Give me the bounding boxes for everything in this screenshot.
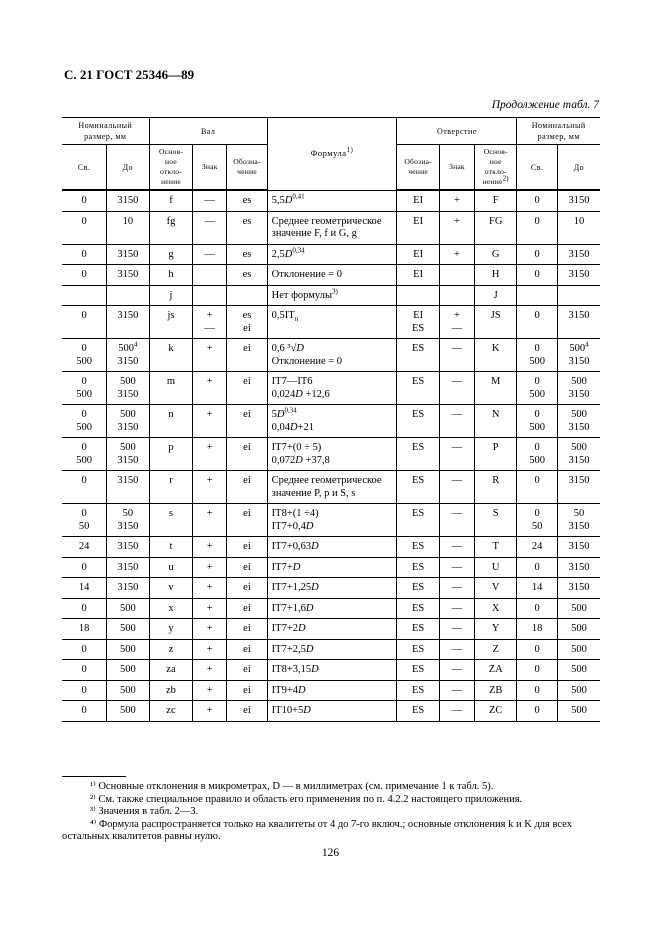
cell-shaft-sign: —	[193, 244, 227, 265]
cell-shaft-designation: es	[227, 244, 267, 265]
th-sign: Знак	[193, 145, 227, 191]
cell-over: 14	[62, 578, 107, 599]
cell-hole-deviation: ZA	[474, 660, 517, 681]
cell-shaft-designation: ei	[227, 504, 267, 537]
cell-over-right: 0	[517, 557, 557, 578]
cell-shaft-sign: +	[193, 471, 227, 504]
cell-shaft-sign: +	[193, 438, 227, 471]
cell-shaft-designation: ei	[227, 578, 267, 599]
cell-shaft-sign: +	[193, 537, 227, 558]
cell-to-right: 500	[557, 639, 600, 660]
cell-over	[62, 285, 107, 306]
cell-shaft-designation: ei	[227, 680, 267, 701]
cell-shaft-deviation: x	[149, 598, 193, 619]
cell-hole-deviation: T	[474, 537, 517, 558]
cell-hole-sign	[439, 265, 474, 286]
table-row	[62, 471, 600, 504]
cell-hole-designation: ES	[397, 438, 440, 471]
cell-hole-sign: —	[439, 438, 474, 471]
cell-hole-deviation: U	[474, 557, 517, 578]
cell-to: $500^4$ 3150	[107, 339, 150, 372]
cell-hole-designation: ES	[397, 578, 440, 599]
cell-shaft-deviation: r	[149, 471, 193, 504]
cell-to: 3150	[107, 471, 150, 504]
cell-shaft-sign: +	[193, 619, 227, 640]
cell-over: 0	[62, 557, 107, 578]
cell-shaft-deviation: g	[149, 244, 193, 265]
cell-to: 3150	[107, 578, 150, 599]
page-number: 126	[321, 847, 340, 859]
cell-hole-designation: EI	[397, 244, 440, 265]
cell-to-right: 500	[557, 701, 600, 722]
cell-shaft-designation: ei	[227, 701, 267, 722]
cell-over: 0	[62, 701, 107, 722]
cell-formula: IT10+5D	[267, 701, 397, 722]
cell-hole-designation: ES	[397, 405, 440, 438]
cell-shaft-sign	[193, 265, 227, 286]
cell-hole-sign: —	[439, 504, 474, 537]
cell-hole-sign: —	[439, 619, 474, 640]
cell-hole-sign: —	[439, 557, 474, 578]
cell-formula: Среднее геометрическое значение P, p и S, s	[267, 471, 397, 504]
cell-over-right: 0 500	[517, 405, 557, 438]
th-hole-sign: Знак	[439, 145, 474, 191]
cell-hole-designation: ES	[397, 471, 440, 504]
th-hole-basic-deviation: Основ- ное откло- нение$^{2)}$	[474, 145, 517, 191]
cell-formula: 0,6 ³√D Отклонение = 0	[267, 339, 397, 372]
cell-to: 500	[107, 598, 150, 619]
cell-over-right: 0	[517, 306, 557, 339]
cell-hole-deviation: X	[474, 598, 517, 619]
cell-shaft-deviation: s	[149, 504, 193, 537]
footnote-4: ⁴⁾ Формула распространяется только на квалитеты от 4 до 7-го включ.; основные отклонения k и K для всех остальных квалитетов равны нулю.	[62, 818, 572, 842]
cell-hole-deviation: FG	[474, 211, 517, 244]
footnotes	[62, 781, 602, 844]
cell-shaft-deviation: z	[149, 639, 193, 660]
cell-shaft-deviation: n	[149, 405, 193, 438]
cell-hole-designation: EI	[397, 265, 440, 286]
cell-shaft-sign: +	[193, 339, 227, 372]
cell-shaft-designation: es ei	[227, 306, 267, 339]
cell-over-right: 24	[517, 537, 557, 558]
cell-over: 0 500	[62, 339, 107, 372]
table-row	[62, 557, 600, 578]
cell-to-right: 500 3150	[557, 405, 600, 438]
cell-hole-deviation: ZB	[474, 680, 517, 701]
cell-to-right: 3150	[557, 537, 600, 558]
cell-hole-deviation: V	[474, 578, 517, 599]
cell-formula: IT8+(1 ÷4) IT7+0,4D	[267, 504, 397, 537]
cell-shaft-designation: ei	[227, 438, 267, 471]
th-over-right: Св.	[517, 145, 557, 191]
cell-shaft-sign	[193, 285, 227, 306]
cell-over-right: 18	[517, 619, 557, 640]
table-row	[62, 660, 600, 681]
cell-shaft-deviation: f	[149, 190, 193, 211]
cell-shaft-deviation: zc	[149, 701, 193, 722]
cell-hole-designation: ES	[397, 660, 440, 681]
table-row	[62, 306, 600, 339]
cell-shaft-designation: ei	[227, 405, 267, 438]
cell-hole-sign: —	[439, 598, 474, 619]
cell-over: 0	[62, 660, 107, 681]
th-formula: Формула$^{1)}$	[267, 118, 397, 191]
cell-shaft-designation: ei	[227, 619, 267, 640]
cell-formula: IT7+(0 ÷ 5) 0,072D +37,8	[267, 438, 397, 471]
cell-to: 500	[107, 701, 150, 722]
table-row	[62, 578, 600, 599]
cell-to-right: 3150	[557, 578, 600, 599]
cell-shaft-deviation: p	[149, 438, 193, 471]
cell-hole-sign	[439, 285, 474, 306]
cell-shaft-sign: +	[193, 578, 227, 599]
cell-to-right: 3150	[557, 265, 600, 286]
th-nominal-size-right: Номинальный размер, мм	[517, 118, 600, 145]
cell-hole-deviation: Z	[474, 639, 517, 660]
cell-formula: IT7+0,63D	[267, 537, 397, 558]
cell-shaft-sign: +	[193, 405, 227, 438]
cell-shaft-sign: —	[193, 190, 227, 211]
th-nominal-size-left: Номинальный размер, мм	[62, 118, 149, 145]
cell-shaft-deviation: h	[149, 265, 193, 286]
cell-hole-sign: —	[439, 701, 474, 722]
cell-over: 0 500	[62, 372, 107, 405]
cell-to: 3150	[107, 244, 150, 265]
cell-hole-deviation: Y	[474, 619, 517, 640]
cell-shaft-designation: ei	[227, 660, 267, 681]
cell-shaft-designation: ei	[227, 339, 267, 372]
cell-hole-sign: —	[439, 578, 474, 599]
cell-over-right: 0	[517, 680, 557, 701]
cell-formula: $2,5D^{0,34}$	[267, 244, 397, 265]
cell-hole-deviation: ZC	[474, 701, 517, 722]
cell-over-right: 0	[517, 639, 557, 660]
cell-over: 0 500	[62, 405, 107, 438]
cell-formula: Нет формулы$^{3)}$	[267, 285, 397, 306]
table-row	[62, 190, 600, 211]
cell-over-right: 0 50	[517, 504, 557, 537]
cell-hole-deviation: G	[474, 244, 517, 265]
cell-over: 0	[62, 306, 107, 339]
cell-formula: IT7—IT6 0,024D +12,6	[267, 372, 397, 405]
table-row	[62, 537, 600, 558]
cell-to	[107, 285, 150, 306]
table-row	[62, 244, 600, 265]
cell-over-right: 0	[517, 701, 557, 722]
footnote-1: ¹⁾ Основные отклонения в микрометрах, D — в миллиметрах (см. примечание 1 к табл. 5).	[90, 781, 494, 792]
cell-to-right: 50 3150	[557, 504, 600, 537]
cell-formula: IT7+1,25D	[267, 578, 397, 599]
cell-over: 0	[62, 680, 107, 701]
cell-over: 0	[62, 211, 107, 244]
cell-hole-designation: ES	[397, 680, 440, 701]
cell-formula: $5,5D^{0,41}$	[267, 190, 397, 211]
table-row	[62, 619, 600, 640]
cell-over: 0	[62, 244, 107, 265]
cell-to-right: 3150	[557, 471, 600, 504]
cell-to: 500	[107, 619, 150, 640]
cell-shaft-sign: + —	[193, 306, 227, 339]
cell-to-right: 3150	[557, 557, 600, 578]
cell-shaft-designation: es	[227, 190, 267, 211]
table-row	[62, 372, 600, 405]
cell-hole-sign: + —	[439, 306, 474, 339]
cell-shaft-sign: +	[193, 372, 227, 405]
cell-hole-deviation: H	[474, 265, 517, 286]
cell-shaft-deviation: fg	[149, 211, 193, 244]
th-designation: Обозна- чение	[227, 145, 267, 191]
cell-hole-designation: EI	[397, 190, 440, 211]
cell-over-right: 0	[517, 265, 557, 286]
cell-over-right: 0	[517, 471, 557, 504]
footnote-3: ³⁾ Значения в табл. 2—3.	[90, 806, 199, 817]
cell-formula: IT7+D	[267, 557, 397, 578]
cell-hole-deviation: F	[474, 190, 517, 211]
cell-hole-deviation: R	[474, 471, 517, 504]
cell-over-right: 0 500	[517, 372, 557, 405]
cell-shaft-deviation: v	[149, 578, 193, 599]
cell-shaft-sign: +	[193, 701, 227, 722]
cell-over: 0	[62, 639, 107, 660]
table-row	[62, 339, 600, 372]
cell-to-right: 500	[557, 660, 600, 681]
cell-to-right: 3150	[557, 306, 600, 339]
cell-to: 500 3150	[107, 438, 150, 471]
cell-hole-deviation: M	[474, 372, 517, 405]
cell-hole-sign: +	[439, 211, 474, 244]
table-continuation-label: Продолжение табл. 7	[491, 99, 599, 111]
cell-hole-designation: EI	[397, 211, 440, 244]
cell-hole-deviation: N	[474, 405, 517, 438]
cell-shaft-deviation: t	[149, 537, 193, 558]
cell-formula: IT7+2,5D	[267, 639, 397, 660]
cell-over: 0 50	[62, 504, 107, 537]
cell-hole-deviation: S	[474, 504, 517, 537]
cell-shaft-designation: ei	[227, 557, 267, 578]
cell-hole-designation: ES	[397, 619, 440, 640]
cell-shaft-deviation: y	[149, 619, 193, 640]
cell-formula: $5D^{0,34}$ 0,04D+21	[267, 405, 397, 438]
cell-hole-sign: —	[439, 339, 474, 372]
table-row	[62, 701, 600, 722]
cell-shaft-deviation: za	[149, 660, 193, 681]
table-row	[62, 405, 600, 438]
cell-shaft-designation: es	[227, 211, 267, 244]
cell-to-right: 500 3150	[557, 438, 600, 471]
cell-to: 3150	[107, 190, 150, 211]
cell-to-right: 500	[557, 619, 600, 640]
cell-hole-deviation: K	[474, 339, 517, 372]
cell-shaft-designation: es	[227, 265, 267, 286]
cell-hole-sign: —	[439, 537, 474, 558]
cell-hole-deviation: JS	[474, 306, 517, 339]
th-shaft: Вал	[149, 118, 267, 145]
cell-formula: $0,5IT_n$	[267, 306, 397, 339]
cell-shaft-sign: —	[193, 211, 227, 244]
cell-over-right: 0	[517, 211, 557, 244]
cell-hole-designation: ES	[397, 557, 440, 578]
cell-shaft-sign: +	[193, 504, 227, 537]
cell-to: 3150	[107, 306, 150, 339]
cell-over: 0	[62, 471, 107, 504]
cell-to-right: 500	[557, 680, 600, 701]
cell-shaft-sign: +	[193, 680, 227, 701]
cell-over-right: 0	[517, 660, 557, 681]
cell-shaft-designation: ei	[227, 372, 267, 405]
cell-hole-designation: ES	[397, 701, 440, 722]
page-header: С. 21 ГОСТ 25346—89	[64, 67, 195, 82]
cell-hole-designation: ES	[397, 372, 440, 405]
cell-shaft-designation	[227, 285, 267, 306]
cell-to-right: 3150	[557, 244, 600, 265]
cell-shaft-deviation: m	[149, 372, 193, 405]
th-hole-designation: Обозна- чение	[397, 145, 440, 191]
cell-shaft-deviation: k	[149, 339, 193, 372]
cell-hole-designation: ES	[397, 339, 440, 372]
cell-hole-designation: ES	[397, 504, 440, 537]
cell-to-right: 500	[557, 598, 600, 619]
cell-over-right: 0 500	[517, 339, 557, 372]
table-row	[62, 438, 600, 471]
cell-to: 500	[107, 680, 150, 701]
cell-over-right: 0	[517, 598, 557, 619]
cell-shaft-designation: ei	[227, 639, 267, 660]
cell-to: 500 3150	[107, 405, 150, 438]
table-row	[62, 598, 600, 619]
cell-hole-sign: —	[439, 471, 474, 504]
cell-to: 3150	[107, 265, 150, 286]
cell-hole-sign: —	[439, 372, 474, 405]
cell-shaft-deviation: j	[149, 285, 193, 306]
cell-to-right	[557, 285, 600, 306]
cell-to: 10	[107, 211, 150, 244]
cell-shaft-sign: +	[193, 557, 227, 578]
cell-to: 500	[107, 639, 150, 660]
cell-formula: Среднее геометрическое значение F, f и G, g	[267, 211, 397, 244]
table-row	[62, 504, 600, 537]
cell-shaft-designation: ei	[227, 598, 267, 619]
table-row	[62, 265, 600, 286]
table-row	[62, 211, 600, 244]
cell-hole-sign: +	[439, 190, 474, 211]
cell-shaft-deviation: zb	[149, 680, 193, 701]
cell-hole-designation: ES	[397, 537, 440, 558]
table-body	[62, 190, 600, 721]
cell-shaft-designation: ei	[227, 471, 267, 504]
cell-hole-sign: —	[439, 405, 474, 438]
cell-to-right: 500 3150	[557, 372, 600, 405]
cell-over: 18	[62, 619, 107, 640]
cell-formula: IT8+3,15D	[267, 660, 397, 681]
th-to-right: До	[557, 145, 600, 191]
th-basic-deviation: Основ- ное откло- нение	[149, 145, 193, 191]
cell-hole-deviation: P	[474, 438, 517, 471]
cell-formula: IT7+2D	[267, 619, 397, 640]
footnote-rule	[62, 776, 126, 777]
th-over: Св.	[62, 145, 107, 191]
cell-hole-designation: ES	[397, 598, 440, 619]
cell-over: 24	[62, 537, 107, 558]
cell-shaft-deviation: js	[149, 306, 193, 339]
cell-hole-designation	[397, 285, 440, 306]
deviations-table	[62, 117, 600, 722]
cell-hole-sign: —	[439, 660, 474, 681]
th-hole: Отверстие	[397, 118, 517, 145]
cell-to: 3150	[107, 537, 150, 558]
table-row	[62, 639, 600, 660]
cell-to: 3150	[107, 557, 150, 578]
cell-hole-sign: —	[439, 639, 474, 660]
cell-shaft-designation: ei	[227, 537, 267, 558]
cell-hole-designation: ES	[397, 639, 440, 660]
cell-hole-sign: —	[439, 680, 474, 701]
cell-over-right	[517, 285, 557, 306]
cell-over-right: 0 500	[517, 438, 557, 471]
cell-to: 50 3150	[107, 504, 150, 537]
cell-to-right: 3150	[557, 190, 600, 211]
cell-over: 0	[62, 598, 107, 619]
cell-to-right: 10	[557, 211, 600, 244]
footnote-2: ²⁾ См. также специальное правило и область его применения по п. 4.2.2 настоящего приложения.	[90, 793, 523, 805]
cell-over: 0	[62, 190, 107, 211]
cell-shaft-sign: +	[193, 660, 227, 681]
cell-to-right: $500^4$ 3150	[557, 339, 600, 372]
cell-over: 0 500	[62, 438, 107, 471]
cell-over-right: 14	[517, 578, 557, 599]
table-row	[62, 285, 600, 306]
cell-hole-designation: EI ES	[397, 306, 440, 339]
table-row	[62, 680, 600, 701]
cell-shaft-deviation: u	[149, 557, 193, 578]
cell-shaft-sign: +	[193, 598, 227, 619]
cell-over-right: 0	[517, 244, 557, 265]
cell-over-right: 0	[517, 190, 557, 211]
cell-formula: IT9+4D	[267, 680, 397, 701]
cell-formula: IT7+1,6D	[267, 598, 397, 619]
th-to: До	[107, 145, 150, 191]
cell-formula: Отклонение = 0	[267, 265, 397, 286]
cell-to: 500	[107, 660, 150, 681]
cell-over: 0	[62, 265, 107, 286]
cell-hole-sign: +	[439, 244, 474, 265]
cell-shaft-sign: +	[193, 639, 227, 660]
cell-hole-deviation: J	[474, 285, 517, 306]
cell-to: 500 3150	[107, 372, 150, 405]
